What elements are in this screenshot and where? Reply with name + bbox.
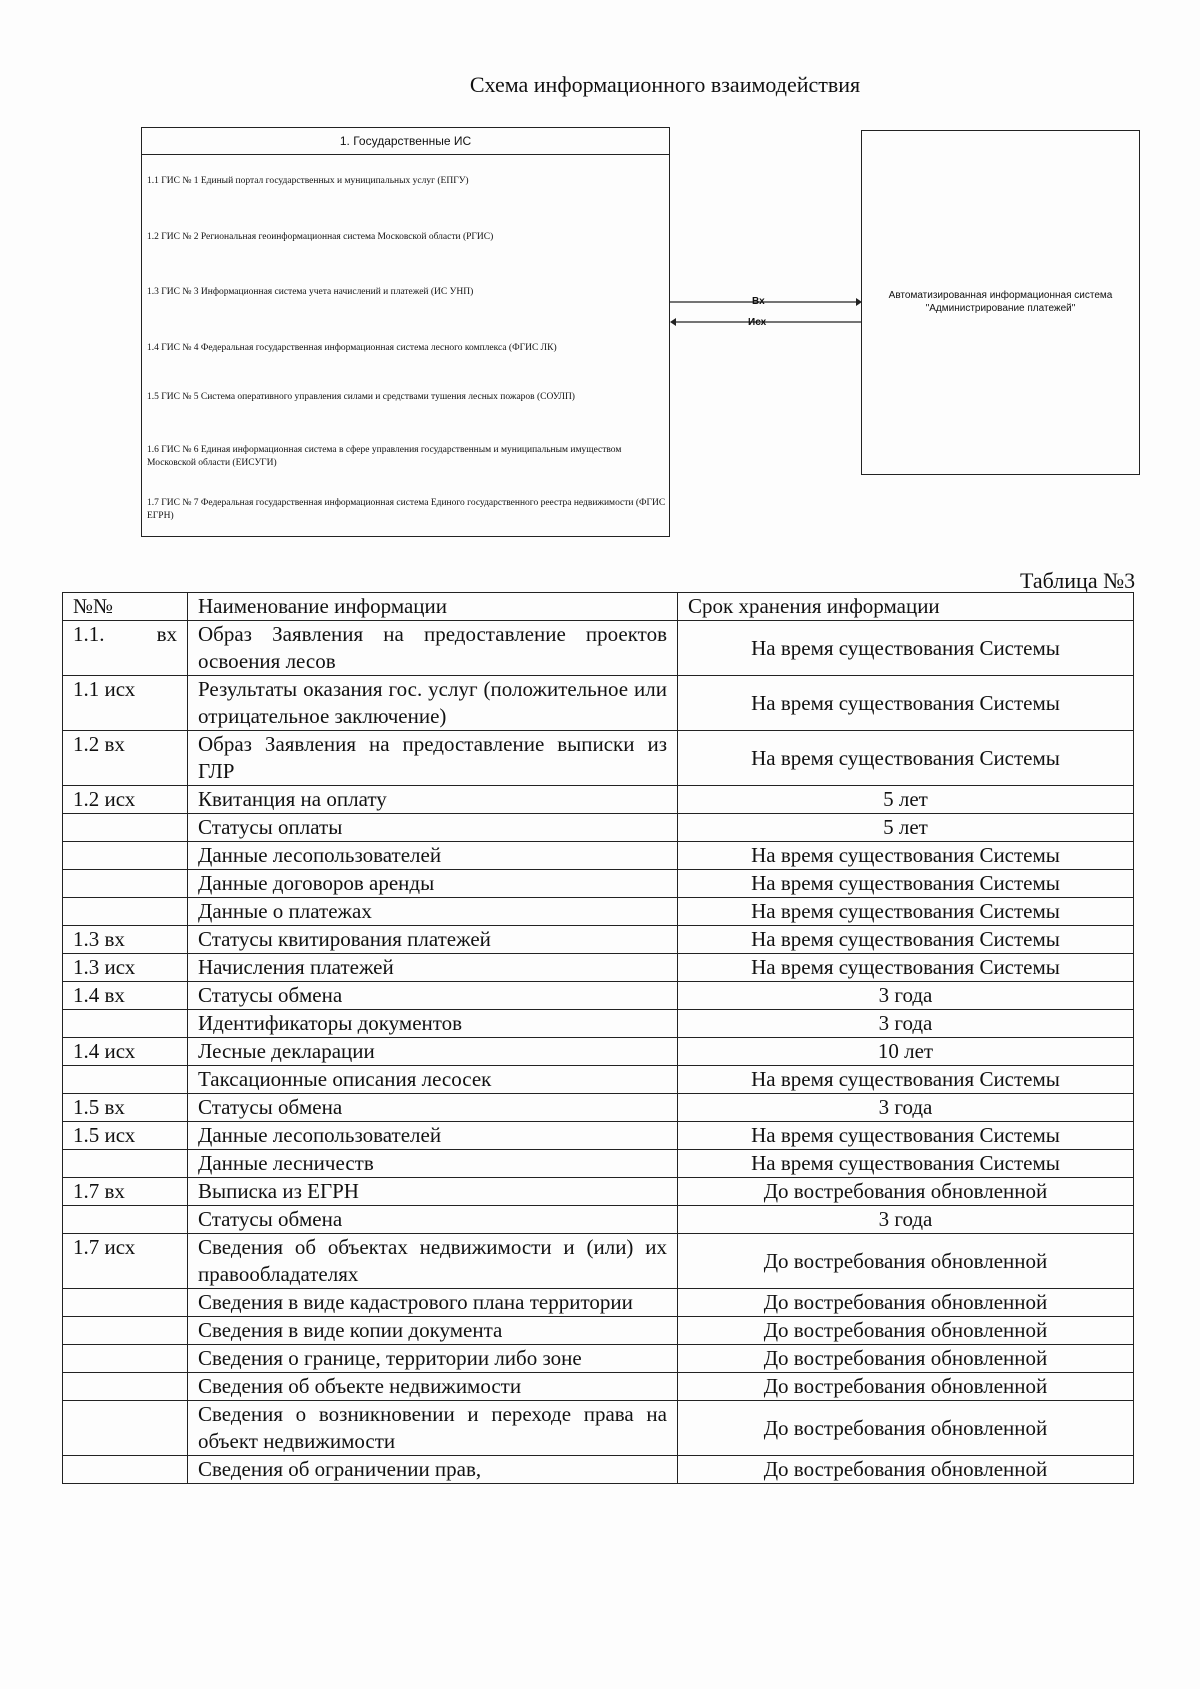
row-term: 3 года [678,982,1134,1010]
table-row [63,1317,1134,1345]
row-num [63,898,188,926]
row-num: 1.5 вх [63,1094,188,1122]
row-num [63,1289,188,1317]
table-row [63,1178,1134,1206]
info-table [62,592,1134,1484]
row-term: На время существования Системы [678,1122,1134,1150]
row-num: 1.5 исх [63,1122,188,1150]
header-num: №№ [63,593,188,621]
row-term: 5 лет [678,786,1134,814]
row-num [63,1066,188,1094]
row-term: На время существования Системы [678,1150,1134,1178]
row-name: Сведения об объекте недвижимости [188,1373,678,1401]
table-row [63,1066,1134,1094]
ais-box-text [862,289,1139,315]
arrow-out-head [670,318,676,326]
row-num [63,842,188,870]
table-header-row [63,593,1134,621]
row-term: На время существования Системы [678,954,1134,982]
header-name: Наименование информации [188,593,678,621]
row-name: Лесные декларации [188,1038,678,1066]
row-name: Таксационные описания лесосек [188,1066,678,1094]
table-row [63,1094,1134,1122]
row-term: 3 года [678,1094,1134,1122]
row-name: Сведения в виде копии документа [188,1317,678,1345]
row-num-value: 1.1. [73,622,105,646]
row-term: На время существования Системы [678,731,1134,786]
row-num: 1.7 вх [63,1178,188,1206]
table-row [63,1150,1134,1178]
row-num [63,1373,188,1401]
gis-item-4: 1.4 ГИС № 4 Федеральная государственная информационная система лесного комплекса (ФГИС ЛК) [147,343,557,353]
row-term: 10 лет [678,1038,1134,1066]
table-row [63,1010,1134,1038]
row-name: Статусы обмена [188,1206,678,1234]
row-num: 1.2 исх [63,786,188,814]
row-num [63,1150,188,1178]
row-name: Выписка из ЕГРН [188,1178,678,1206]
row-term: До востребования обновленной [678,1345,1134,1373]
table-row [63,982,1134,1010]
row-num: 1.1 исх [63,676,188,731]
row-num-direction: вх [156,622,177,646]
row-name: Статусы обмена [188,982,678,1010]
table-row [63,621,1134,676]
row-term: До востребования обновленной [678,1289,1134,1317]
row-num: 1.4 вх [63,982,188,1010]
row-num: 1.2 вх [63,731,188,786]
row-name: Идентификаторы документов [188,1010,678,1038]
table-row [63,1038,1134,1066]
gis-item-1: 1.1 ГИС № 1 Единый портал государственных и муниципальных услуг (ЕПГУ) [147,176,469,186]
row-num: 1.4 исх [63,1038,188,1066]
row-name: Данные лесопользователей [188,1122,678,1150]
arrow-in-label: Вх [752,296,765,307]
header-term: Срок хранения информации [678,593,1134,621]
row-term: До востребования обновленной [678,1373,1134,1401]
row-name: Сведения об ограничении прав, [188,1456,678,1484]
row-term: До востребования обновленной [678,1317,1134,1345]
gis-item-5: 1.5 ГИС № 5 Система оперативного управления силами и средствами тушения лесных пожаров (СОУЛП) [147,392,575,402]
state-is-box-title: 1. Государственные ИС [142,128,669,155]
row-num [63,1401,188,1456]
row-num [63,1010,188,1038]
table-row [63,1345,1134,1373]
table-row [63,1206,1134,1234]
gis-item-2: 1.2 ГИС № 2 Региональная геоинформационная система Московской области (РГИС) [147,232,494,242]
row-name: Сведения о границе, территории либо зоне [188,1345,678,1373]
table-row [63,898,1134,926]
row-num: 1.3 вх [63,926,188,954]
row-term: На время существования Системы [678,1066,1134,1094]
row-term: На время существования Системы [678,870,1134,898]
table-row [63,676,1134,731]
row-num: 1.3 исх [63,954,188,982]
row-name: Данные о платежах [188,898,678,926]
row-term: До востребования обновленной [678,1401,1134,1456]
row-name: Данные договоров аренды [188,870,678,898]
row-term: До востребования обновленной [678,1456,1134,1484]
row-num [63,621,188,676]
row-term: На время существования Системы [678,621,1134,676]
table-row [63,814,1134,842]
row-num [63,814,188,842]
row-name: Данные лесопользователей [188,842,678,870]
table-row [63,1122,1134,1150]
table-row [63,926,1134,954]
table-row [63,786,1134,814]
row-term: На время существования Системы [678,898,1134,926]
row-name: Сведения о возникновении и переходе права на объект недвижимости [188,1401,678,1456]
table-row [63,842,1134,870]
row-num [63,1317,188,1345]
ais-box-line1: Автоматизированная информационная система [888,290,1113,301]
table-row [63,1373,1134,1401]
row-term: До востребования обновленной [678,1234,1134,1289]
row-name: Начисления платежей [188,954,678,982]
row-name: Данные лесничеств [188,1150,678,1178]
row-name: Статусы оплаты [188,814,678,842]
row-name: Образ Заявления на предоставление проектов освоения лесов [188,621,678,676]
row-term: 3 года [678,1010,1134,1038]
table-row [63,954,1134,982]
row-term: До востребования обновленной [678,1178,1134,1206]
row-num [63,1456,188,1484]
row-name: Образ Заявления на предоставление выписки из ГЛР [188,731,678,786]
gis-item-6: 1.6 ГИС № 6 Единая информационная система в сфере управления государственным и муниципальным имуществом Московской области (ЕИСУГИ) [147,445,622,468]
row-term: 3 года [678,1206,1134,1234]
table-row [63,731,1134,786]
row-name: Результаты оказания гос. услуг (положительное или отрицательное заключение) [188,676,678,731]
table-row [63,1401,1134,1456]
table-row [63,1289,1134,1317]
row-num [63,870,188,898]
ais-box-line2: "Администрирование платежей" [925,303,1076,314]
row-name: Сведения в виде кадастрового плана территории [188,1289,678,1317]
gis-item-3: 1.3 ГИС № 3 Информационная система учета начислений и платежей (ИС УНП) [147,287,474,297]
row-name: Квитанция на оплату [188,786,678,814]
gis-item-7: 1.7 ГИС № 7 Федеральная государственная информационная система Единого государственного реестра недвижимости (ФГИС ЕГРН) [147,498,666,521]
row-num [63,1345,188,1373]
row-term: На время существования Системы [678,842,1134,870]
row-term: 5 лет [678,814,1134,842]
state-is-box [141,127,670,537]
row-term: На время существования Системы [678,676,1134,731]
row-num [63,1206,188,1234]
table-row [63,1234,1134,1289]
row-term: На время существования Системы [678,926,1134,954]
row-name: Статусы квитирования платежей [188,926,678,954]
row-name: Статусы обмена [188,1094,678,1122]
row-num: 1.7 исх [63,1234,188,1289]
page-title: Схема информационного взаимодействия [469,72,861,97]
ais-box [861,130,1140,475]
table-row [63,1456,1134,1484]
arrow-out-label: Исх [748,317,767,328]
table-caption: Таблица №3 [1020,568,1136,593]
table-row [63,870,1134,898]
row-name: Сведения об объектах недвижимости и (или) их правообладателях [188,1234,678,1289]
